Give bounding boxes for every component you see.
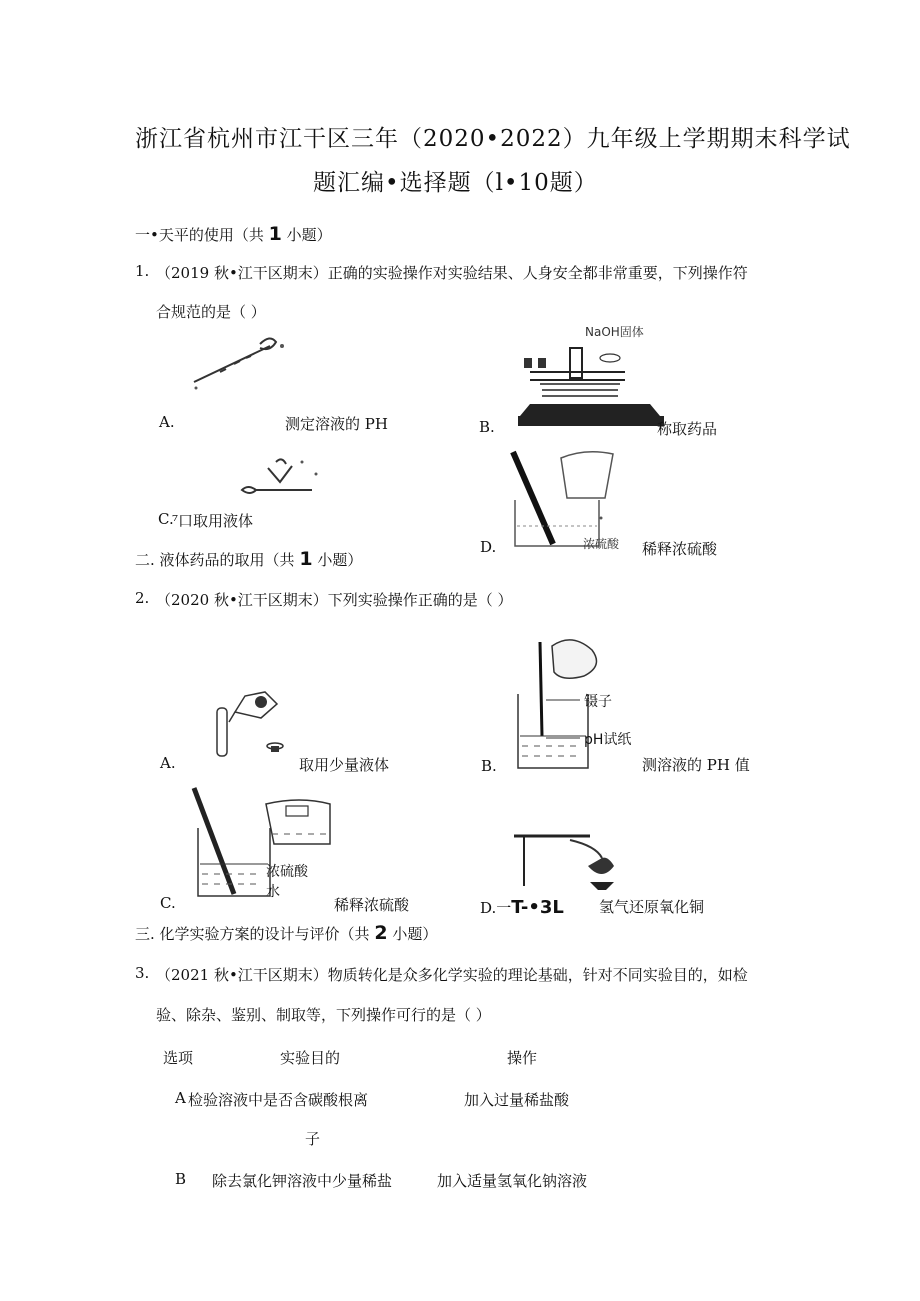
table-row-a-purpose-cont: 子 — [305, 1130, 321, 1148]
q1-option-a-figure — [190, 332, 290, 392]
table-row-a-purpose: 检验溶液中是否含碳酸根离 — [188, 1091, 369, 1109]
table-row-b-operation: 加入适量氢氧化钠溶液 — [437, 1172, 588, 1190]
question-3-number: 3. — [135, 964, 150, 982]
doc-title-line1: 浙江省杭州市江干区三年（2020•2022）九年级上学期期末科学试 — [135, 126, 851, 152]
q2-option-d-caption: 氢气还原氧化铜 — [599, 898, 705, 916]
q2-option-d-bold-text: T-•3L — [511, 897, 564, 918]
q2-option-a-letter[interactable]: A. — [160, 754, 176, 772]
q1-option-c-figure — [232, 452, 332, 502]
q2-option-c-label-acid: 浓硫酸 — [266, 864, 308, 880]
q2-option-c-figure — [190, 784, 360, 904]
table-header-option: 选项 — [163, 1049, 194, 1067]
question-3-stem-line1: （2021 秋•江干区期末）物质转化是众多化学实验的理论基础，针对不同实验目的，如检 — [156, 966, 748, 984]
q1-option-c-caption: ⁷口取用液体 — [172, 512, 254, 530]
section-2-prefix: 二. 液体药品的取用（共 — [135, 551, 300, 569]
q2-option-b-letter[interactable]: B. — [481, 757, 497, 775]
q1-option-d-figure — [505, 448, 645, 558]
q2-option-d-figure — [510, 826, 620, 896]
q2-option-d-letter[interactable] — [480, 897, 564, 918]
section-1-count: 1 — [268, 223, 282, 245]
q2-option-d-prefix: 一 — [496, 899, 512, 917]
q1-option-b-letter[interactable]: B. — [479, 418, 495, 436]
section-1-prefix: 一•天平的使用（共 — [135, 226, 269, 244]
table-header-purpose: 实验目的 — [280, 1049, 341, 1067]
q1-option-b-figure — [510, 320, 670, 430]
section-1-suffix: 小题） — [281, 226, 332, 244]
section-heading-2 — [135, 548, 362, 570]
table-row-b-option[interactable]: B — [175, 1170, 187, 1188]
section-3-suffix: 小题） — [387, 925, 438, 943]
question-1-stem-line2: 合规范的是（ ） — [156, 303, 266, 321]
q1-option-d-caption: 稀释浓硫酸 — [642, 540, 718, 558]
q2-option-c-letter[interactable]: C. — [160, 894, 176, 912]
table-row-b-purpose: 除去氯化钾溶液中少量稀盐 — [212, 1172, 393, 1190]
q2-option-a-caption: 取用少量液体 — [299, 756, 390, 774]
section-3-prefix: 三. 化学实验方案的设计与评价（共 — [135, 925, 375, 943]
question-3-stem-line2: 验、除杂、鉴别、制取等，下列操作可行的是（ ） — [156, 1006, 491, 1024]
q2-option-a-figure — [205, 682, 315, 762]
q2-option-b-caption: 测溶液的 PH 值 — [642, 756, 750, 774]
section-heading-3 — [135, 922, 437, 944]
question-1-stem-line1: （2019 秋•江干区期末）正确的实验操作对实验结果、人身安全都非常重要，下列操作符 — [156, 264, 748, 282]
q1-option-b-caption: 称取药品 — [657, 420, 718, 438]
question-1-number: 1. — [135, 262, 150, 280]
q1-option-c-letter[interactable]: C. — [158, 510, 174, 528]
q2-option-c-label-water: 水 — [266, 884, 280, 900]
q1-option-d-figure-label: 浓硫酸 — [583, 537, 620, 551]
q1-option-a-letter[interactable]: A. — [159, 413, 175, 431]
q1-option-d-letter[interactable]: D. — [480, 538, 497, 556]
doc-title-line2: 题汇编•选择题（l•10题） — [313, 170, 598, 196]
q2-option-c-caption: 稀释浓硫酸 — [334, 896, 410, 914]
q2-option-d-letter-text: D. — [480, 899, 497, 917]
section-3-count: 2 — [374, 922, 388, 944]
section-2-suffix: 小题） — [312, 551, 363, 569]
section-heading-1 — [135, 223, 332, 245]
question-2-number: 2. — [135, 589, 150, 607]
question-2-stem-line1: （2020 秋•江干区期末）下列实验操作正确的是（ ） — [156, 591, 513, 609]
table-header-operation: 操作 — [507, 1049, 538, 1067]
q1-option-b-figure-label: NaOH固体 — [585, 325, 644, 339]
q2-option-b-label-ph-paper: pH试纸 — [584, 732, 632, 748]
section-2-count: 1 — [299, 548, 313, 570]
table-row-a-operation: 加入过量稀盐酸 — [464, 1091, 570, 1109]
q1-option-a-caption: 测定溶液的 PH — [285, 415, 388, 433]
table-row-a-option[interactable]: A — [175, 1089, 186, 1107]
q2-option-b-label-tweezers: 镊子 — [584, 694, 612, 710]
